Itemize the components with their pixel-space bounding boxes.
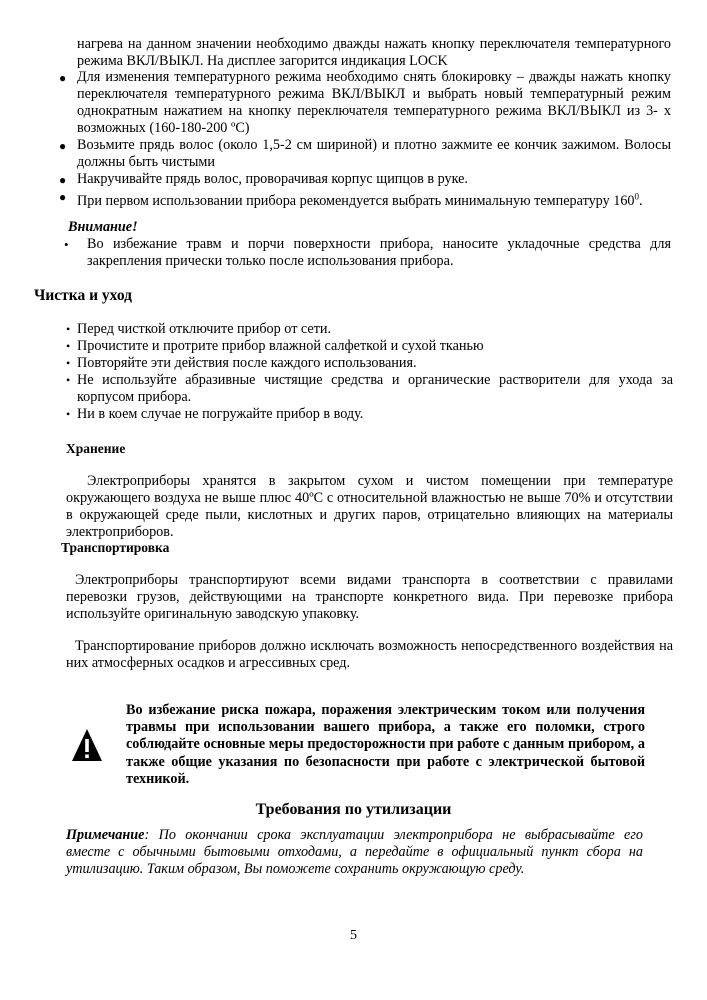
attention-text: Во избежание травм и порчи поверхности прибора, наносите укладочные средства для закрепления прически только после использования прибора. [87,236,671,269]
note-text: : По окончании срока эксплуатации электроприбора не выбрасывайте его вместе с обычными бытовыми отходами, а передайте в официальный пункт сбора на утилизацию. Таким образом, Вы поможете сохранить окружающую среду. [66,827,643,877]
list-item [59,171,671,188]
disposal-heading: Требования по утилизации [255,801,452,818]
page-number: 5 [350,928,357,943]
storage-text: Электроприборы хранятся в закрытом сухом и чистом помещении при температуре окружающего воздуха не выше плюс 40ºС с относительной влажностью не выше 70% и отсутствии в окружающей среде пыли, кислотных и других паров, отрицательно влияющих на материалы электроприборов. [66,473,673,540]
transport-text-1: Электроприборы транспортируют всеми видами транспорта в соответствии с правилами перевозки грузов, действующими на транспорте конкретного вида. При перевозке прибора используйте оригинальную заводскую упаковку. [66,572,673,622]
bullet-icon: • [64,237,69,252]
list-item [66,406,673,423]
attention-title: Внимание! [68,219,138,235]
bullet-icon: • [66,373,71,387]
bullet-icon: • [66,322,71,336]
storage-heading: Хранение [66,441,126,456]
list-item [59,188,671,209]
transport-text-2: Транспортирование приборов должно исключать возможность непосредственного воздействия на них атмосферных осадков и агрессивных сред. [66,638,673,671]
first-use-text: При первом использовании прибора рекомендуется выбрать минимальную температуру $160^0$. [77,191,643,209]
usage-list [59,69,671,209]
list-item [66,338,673,355]
bullet-icon: ● [59,139,67,153]
disposal-note [66,827,643,878]
bullet-icon: • [66,407,71,421]
list-item-text: Не используйте абразивные чистящие средства и органические растворители для ухода за корпусом прибора. [77,372,673,405]
bullet-icon: ● [59,190,67,204]
care-list [66,321,673,423]
list-item [66,355,673,372]
list-item-text: Ни в коем случае не погружайте прибор в воду. [77,406,364,422]
list-item [66,372,673,406]
bullet-icon: • [66,339,71,353]
list-item [59,69,671,137]
list-item [59,137,671,171]
list-item-text: Прочистите и протрите прибор влажной салфеткой и сухой тканью [77,338,484,354]
list-item-text: Накручивайте прядь волос, проворачивая корпус щипцов в руке. [77,171,468,187]
transport-heading: Транспортировка [61,540,170,555]
care-heading: Чистка и уход [34,287,132,304]
list-item-text: Для изменения температурного режима необходимо снять блокировку – дважды нажать кнопку переключателя температурного режима ВКЛ/ВЫКЛ и выбрать новый температурный режим однократным нажатием на кнопку переключателя температурного режима ВКЛ/ВЫКЛ из 3- х возможных (160-180-200 ºС) [77,69,671,136]
list-item [66,321,673,338]
attention-item [64,236,671,270]
continuation-text: нагрева на данном значении необходимо дважды нажать кнопку переключателя температурного режима ВКЛ/ВЫКЛ. На дисплее загорится индикация LOCK [77,36,671,69]
list-item-text: Повторяйте эти действия после каждого использования. [77,355,417,371]
bullet-icon: • [66,356,71,370]
list-item-text: Перед чисткой отключите прибор от сети. [77,321,332,337]
warning-text: Во избежание риска пожара, поражения электрическим током или получения травмы при использовании вашего прибора, а также его поломки, строго соблюдайте основные меры предосторожности при работе с данным прибором, а также общие указания по безопасности при работе с электрической бытовой техникой. [126,702,645,787]
warning-triangle-icon [71,728,103,762]
bullet-icon: ● [59,173,67,187]
list-item-text: Возьмите прядь волос (около 1,5-2 см шириной) и плотно зажмите ее кончик зажимом. Волосы должны быть чистыми [77,137,671,170]
note-label: Примечание [66,827,145,843]
bullet-icon: ● [59,71,67,85]
